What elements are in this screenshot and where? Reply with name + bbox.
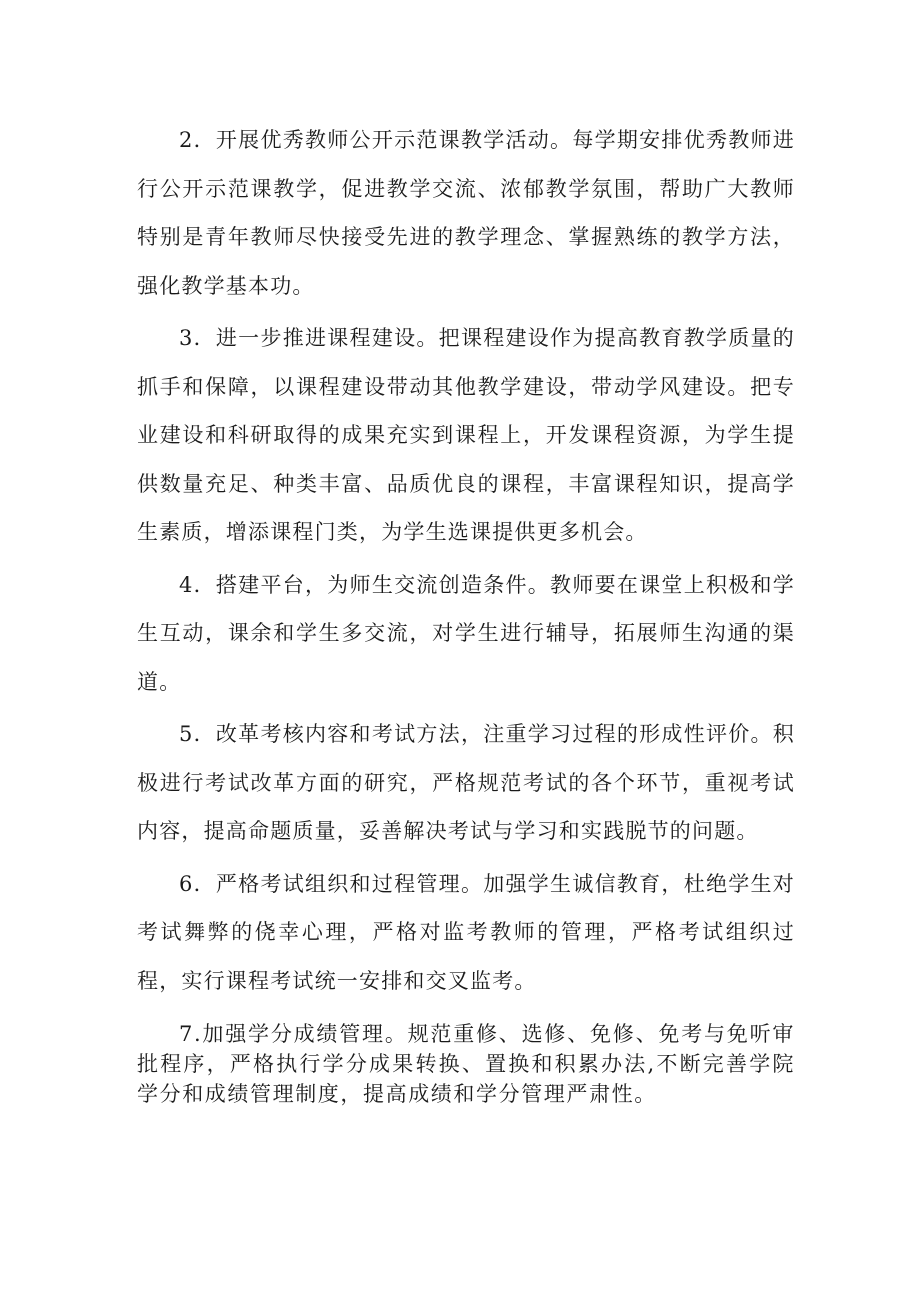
paragraph-item-4: 4．搭建平台，为师生交流创造条件。教师要在课堂上积极和学生互动，课余和学生多交流，对学生进行辅导，拓展师生沟通的渠道。	[137, 572, 795, 694]
paragraph-item-5: 5．改革考核内容和考试方法，注重学习过程的形成性评价。积极进行考试改革方面的研究，严格规范考试的各个环节，重视考试内容，提高命题质量，妥善解决考试与学习和实践脱节的问题。	[137, 722, 795, 843]
paragraph-item-2: 2．开展优秀教师公开示范课教学活动。每学期安排优秀教师进行公开示范课教学，促进教学交流、浓郁教学氛围，帮助广大教师特别是青年教师尽快接受先进的教学理念、掌握熟练的教学方法，强化教学基本功。	[137, 128, 795, 298]
document-body	[137, 116, 795, 1109]
paragraph-item-7: 7.加强学分成绩管理。规范重修、选修、免修、免考与免听审批程序，严格执行学分成果转换、置换和积累办法,不断完善学院学分和成绩管理制度，提高成绩和学分管理严肃性。	[137, 1022, 795, 1106]
paragraph-item-3: 3．进一步推进课程建设。把课程建设作为提高教育教学质量的抓手和保障，以课程建设带动其他教学建设，带动学风建设。把专业建设和科研取得的成果充实到课程上，开发课程资源，为学生提供数量充足、种类丰富、品质优良的课程，丰富课程知识，提高学生素质，增添课程门类，为学生选课提供更多机会。	[137, 326, 795, 544]
paragraph-item-6: 6．严格考试组织和过程管理。加强学生诚信教育，杜绝学生对考试舞弊的侥幸心理，严格对监考教师的管理，严格考试组织过程，实行课程考试统一安排和交叉监考。	[137, 871, 795, 993]
